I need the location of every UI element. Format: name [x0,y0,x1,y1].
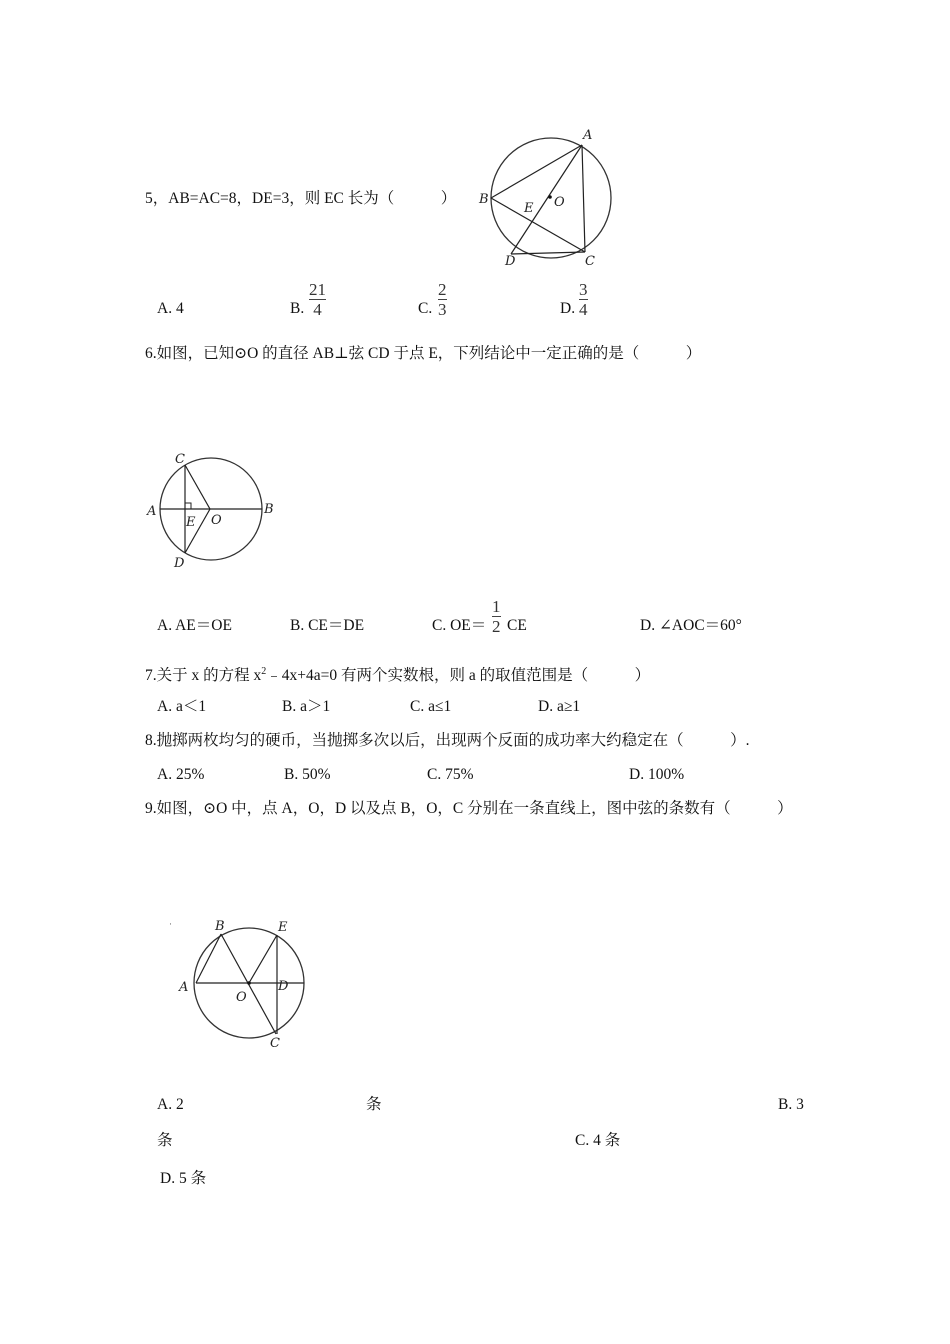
q5-option-d-fraction [579,281,588,318]
q5-option-c-fraction [438,281,447,318]
q6-option-c-suffix: CE [507,617,527,634]
q5-option-b-prefix: B. [290,300,305,317]
q5-option-c-prefix: C. [418,300,433,317]
q9-option-d: D. 5 条 [160,1170,207,1187]
q7-stem-post: ﹣4x+4a=0 有两个实数根，则 a 的取值范围是（ ） [266,667,651,685]
q8-option-b: B. 50% [284,766,331,783]
q9-label-a: A [179,980,189,995]
q6-option-a: A. AE＝OE [157,617,232,634]
q5-figure [475,125,615,269]
q6-option-b: B. CE＝DE [290,617,365,634]
q8-stem: 8.抛掷两枚均匀的硬币，当抛掷多次以后，出现两个反面的成功率大约稳定在（ ）. [145,732,750,749]
q6-option-c-fraction [492,598,501,635]
q6-option-c-denominator: 2 [492,617,501,636]
q6-label-e: E [186,515,196,530]
q6-option-c-numerator: 1 [492,597,501,616]
q9-label-d: D [278,979,289,994]
q5-option-d-numerator: 3 [579,280,588,299]
q5-option-b-denominator: 4 [313,300,322,319]
q5-label-b: B [479,192,489,207]
q9-option-b-unit: 条 [157,1132,173,1149]
q5-label-a: A [583,128,593,143]
q5-option-b-numerator: 21 [309,280,326,299]
q9-option-a-num: A. 2 [157,1096,184,1113]
q8-option-a: A. 25% [157,766,205,783]
q5-option-d-prefix: D. [560,300,576,317]
q6-label-b: B [264,502,274,517]
q8-option-c: C. 75% [427,766,474,783]
q9-label-e: E [278,920,288,935]
q8-option-d: D. 100% [629,766,685,783]
q9-figure [165,912,325,1052]
q6-option-d: D. ∠AOC＝60° [640,617,742,634]
q7-stem-pre: 7.关于 x 的方程 x [145,667,262,685]
q5-stem: 5，AB=AC=8，DE=3，则 EC 长为（ ） [145,190,457,207]
q6-stem: 6.如图，已知⊙O 的直径 AB⊥弦 CD 于点 E，下列结论中一定正确的是（ ） [145,345,702,362]
q5-option-b-fraction [309,281,326,318]
q7-option-b: B. a＞1 [282,698,331,715]
q5-label-d: D [505,254,516,269]
q9-option-a-unit: 条 [366,1096,382,1113]
q7-stem [145,662,650,686]
q6-label-a: A [147,504,157,519]
q9-stem: 9.如图，⊙O 中，点 A，O，D 以及点 B，O，C 分别在一条直线上，图中弦的条数有（ ） [145,800,793,817]
q5-label-o: O [554,195,565,210]
q9-label-c: C [270,1036,280,1051]
q9-label-o: O [236,990,247,1005]
q6-figure [140,445,280,575]
q6-label-c: C [175,452,185,467]
q5-label-c: C [585,254,595,269]
q6-label-d: D [174,556,185,571]
q5-option-d-denominator: 4 [579,300,588,319]
q7-option-a: A. a＜1 [157,698,207,715]
q9-option-b-num: B. 3 [778,1096,804,1113]
q5-option-a: A. 4 [157,300,184,317]
q7-stem-sup: 2 [261,666,267,677]
q5-label-e: E [524,201,534,216]
svg-text:·: · [169,919,172,929]
q9-option-c: C. 4 条 [575,1132,621,1149]
q5-option-c-numerator: 2 [438,280,447,299]
q5-option-c-denominator: 3 [438,300,447,319]
q6-option-c-prefix: C. OE＝ [432,617,487,634]
q7-option-c: C. a≤1 [410,698,452,715]
q9-label-b: B [215,919,225,934]
q7-option-d: D. a≥1 [538,698,581,715]
q6-label-o: O [211,513,222,528]
